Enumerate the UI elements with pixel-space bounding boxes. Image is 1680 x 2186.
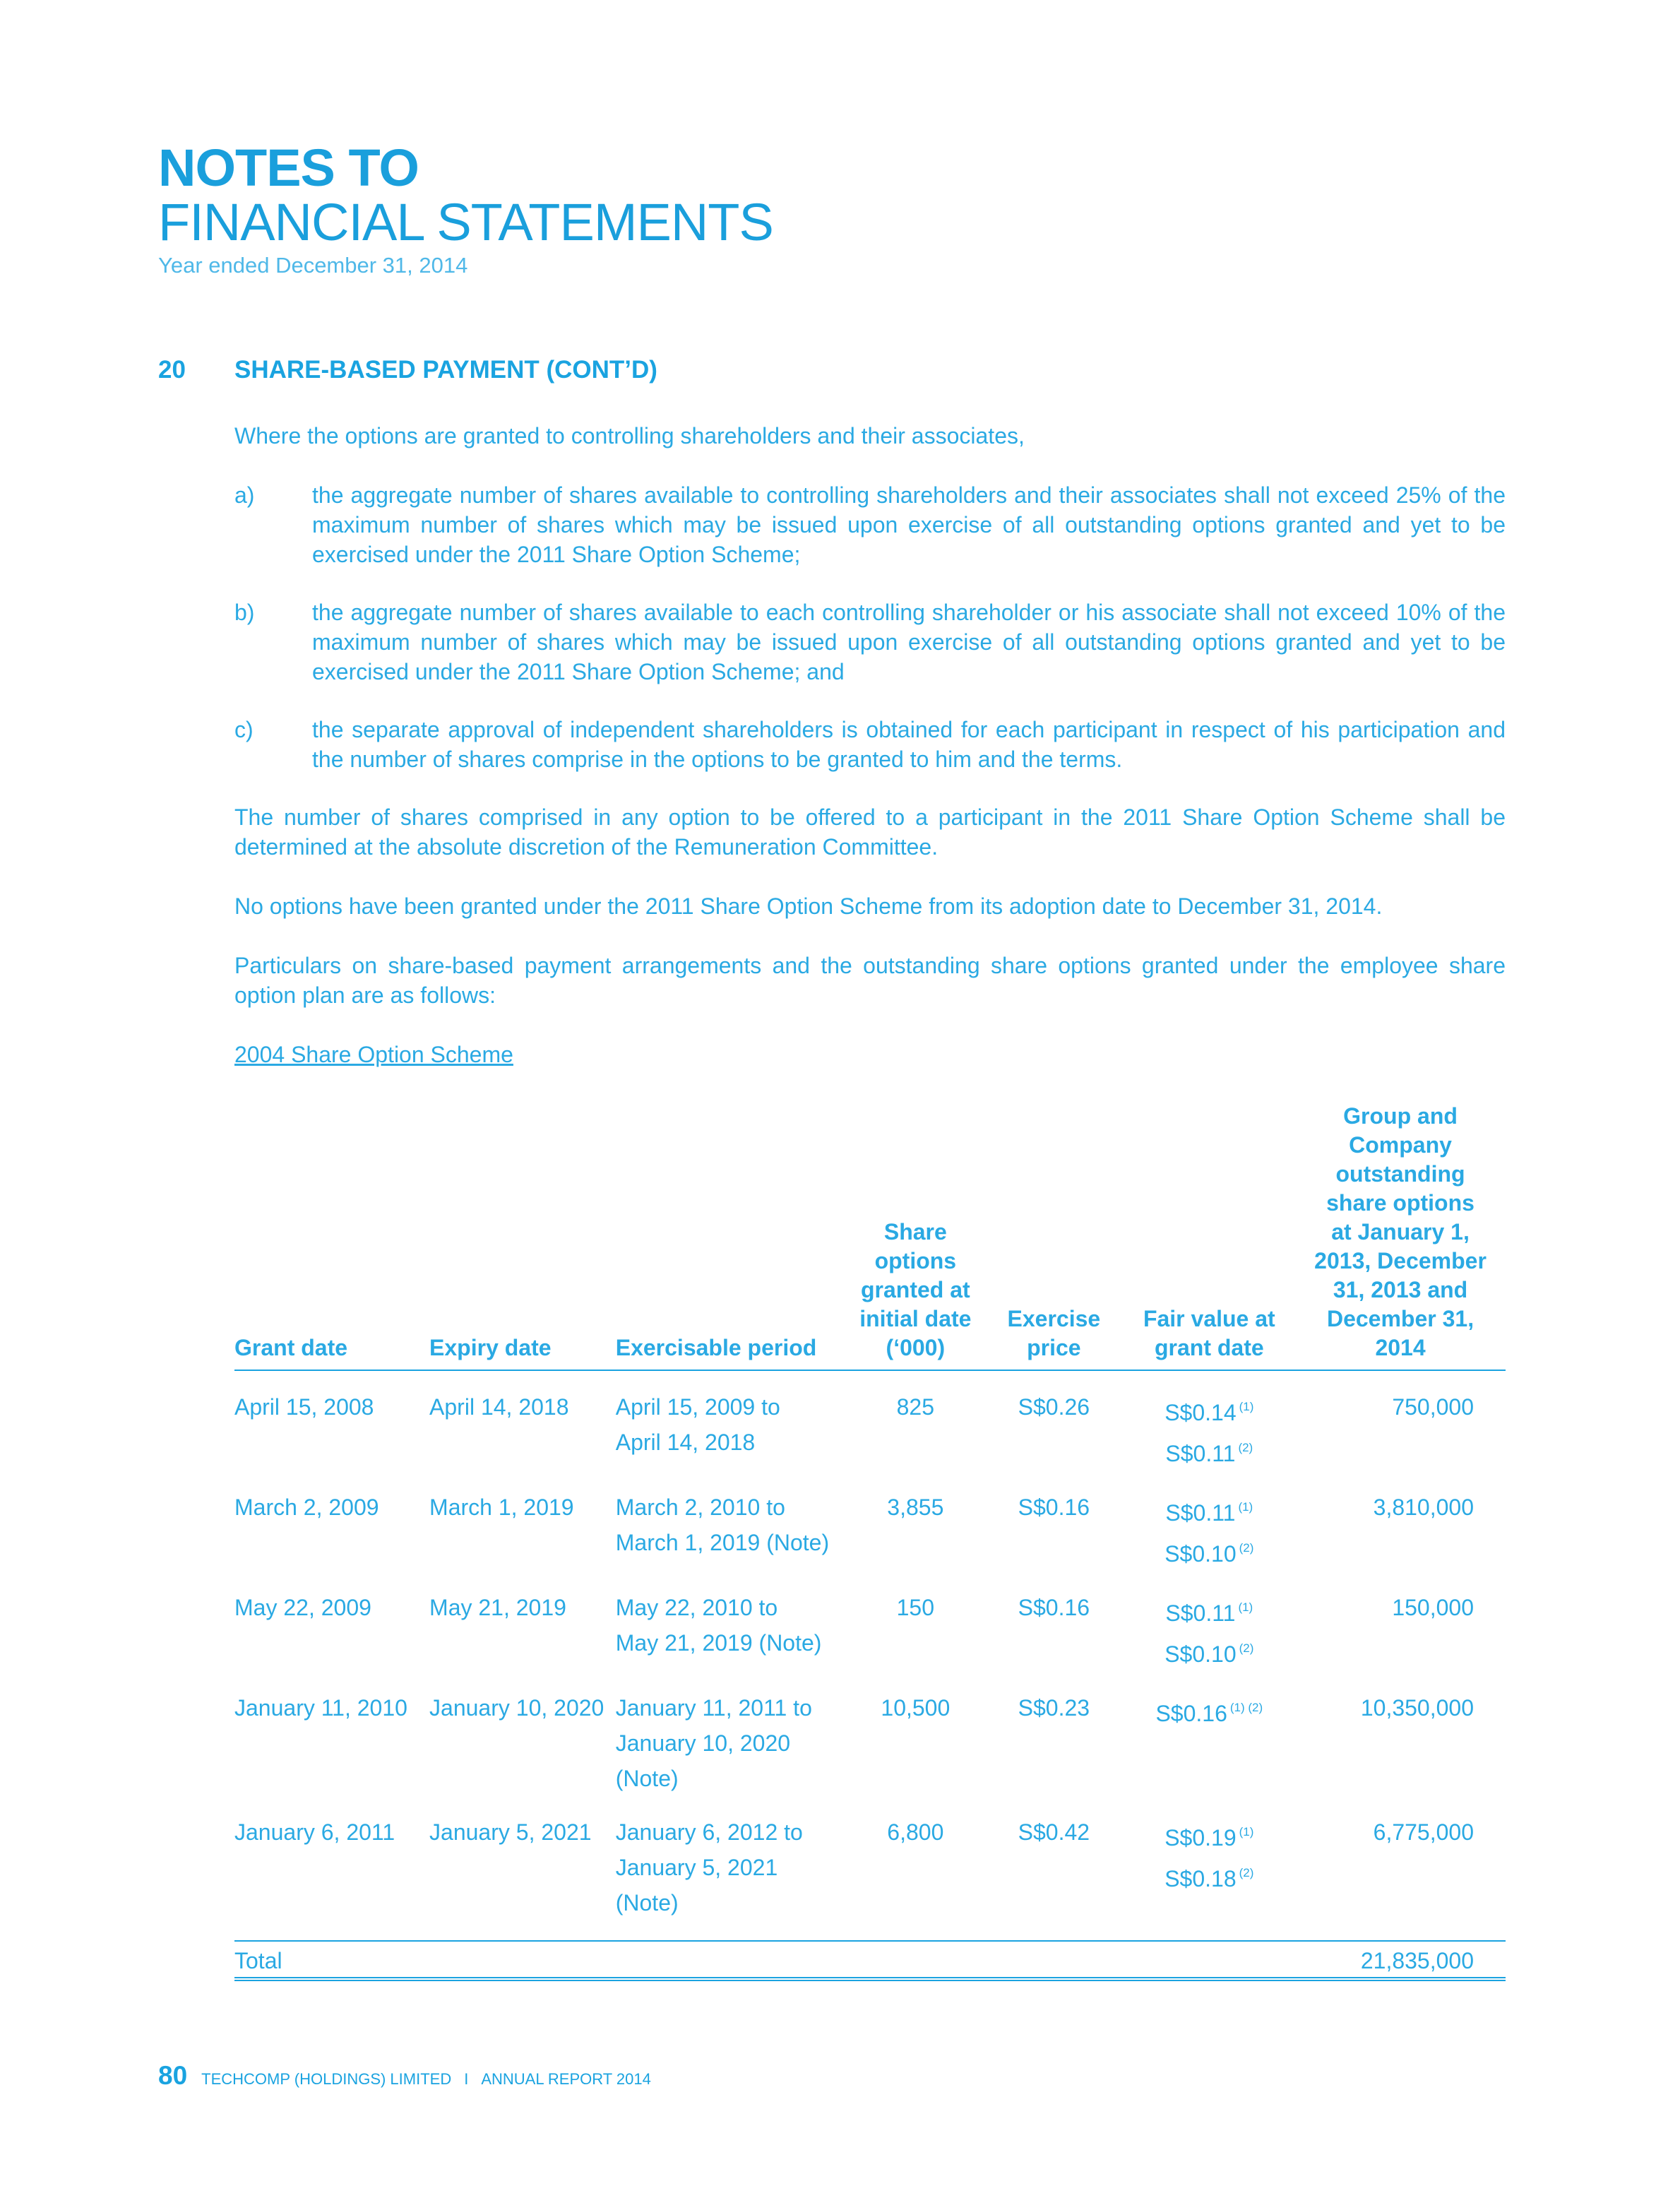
cell-period (616, 1796, 847, 1920)
fair-value: S$0.10 (1164, 1541, 1237, 1567)
list-marker: b) (234, 600, 255, 625)
cell-expiry-date: April 14, 2018 (429, 1394, 569, 1420)
header-line: December 31, (1326, 1306, 1475, 1331)
cell-outstanding: 6,775,000 (1373, 1819, 1474, 1845)
header-title: FINANCIAL STATEMENTS (158, 193, 773, 251)
col-grant-date: Grant date (234, 1102, 429, 1370)
cell-granted: 10,500 (881, 1695, 951, 1721)
list-marker: c) (234, 717, 254, 742)
header-line: share options (1326, 1190, 1475, 1216)
list-text: the aggregate number of shares available to each controlling shareholder or his associate shall not exceed 10% of the maximum number of shares which may be issued upon exercise of all outstanding options granted and yet to be exercised under the 2011 Share Option Scheme; and (312, 600, 1506, 684)
cell-fair-value (1124, 1672, 1296, 1796)
list-text: the aggregate number of shares available to controlling shareholders and their associates shall not exceed 25% of the maximum number of shares which may be issued upon exercise of all outstanding options granted and yet to be exercised under the 2011 Share Option Scheme; (312, 482, 1506, 567)
page-header (158, 138, 773, 280)
cell-granted: 6,800 (887, 1819, 944, 1845)
footnote-ref: (1) (1238, 1600, 1253, 1614)
cell-outstanding: 10,350,000 (1360, 1695, 1474, 1721)
cell-grant-date: May 22, 2009 (234, 1595, 371, 1620)
cell-expiry-date: March 1, 2019 (429, 1495, 574, 1520)
cell-grant-date: April 15, 2008 (234, 1394, 374, 1420)
cell-grant-date: March 2, 2009 (234, 1495, 379, 1520)
section-title: SHARE-BASED PAYMENT (CONT’D) (234, 356, 657, 384)
list-marker: a) (234, 482, 255, 508)
cell-outstanding: 150,000 (1392, 1595, 1474, 1620)
col-exercisable-period: Exercisable period (616, 1102, 847, 1370)
cell-expiry-date: January 10, 2020 (429, 1695, 604, 1721)
report-name: ANNUAL REPORT 2014 (481, 2070, 651, 2088)
cell-expiry-date: January 5, 2021 (429, 1819, 592, 1845)
header-line: Group and (1343, 1103, 1458, 1129)
header-line: Company (1349, 1132, 1452, 1158)
subheading-text: 2004 Share Option Scheme (234, 1042, 513, 1067)
period-line: January 10, 2020 (Note) (615, 1730, 791, 1791)
header-line: outstanding (1335, 1161, 1465, 1187)
fair-value: S$0.18 (1164, 1866, 1237, 1891)
cell-granted: 150 (896, 1595, 935, 1620)
subheading (234, 1040, 1506, 1069)
col-fair-value (1124, 1102, 1296, 1370)
total-label: Total (234, 1941, 429, 1979)
table-row (234, 1796, 1506, 1920)
fair-value: S$0.11 (1165, 1500, 1236, 1526)
header-title-bold: NOTES TO (158, 138, 419, 197)
cell-expiry-date: May 21, 2019 (429, 1595, 566, 1620)
intro-text: Where the options are granted to controlling shareholders and their associates, (234, 423, 1025, 449)
header-line: 2014 (1375, 1335, 1426, 1360)
header-line: Fair value at (1143, 1306, 1275, 1331)
total-value: 21,835,000 (1295, 1941, 1506, 1979)
cell-outstanding: 750,000 (1392, 1394, 1474, 1420)
header-line: initial date (859, 1306, 972, 1331)
period-line: April 15, 2009 to (615, 1394, 780, 1420)
list-item-c (234, 715, 1506, 774)
col-exercise-price (984, 1102, 1123, 1370)
cell-period (616, 1370, 847, 1471)
fair-value: S$0.14 (1164, 1400, 1237, 1425)
total-row (234, 1941, 1506, 1979)
period-line: January 6, 2012 to (615, 1819, 803, 1845)
fair-value: S$0.19 (1164, 1825, 1237, 1851)
footnote-ref: (1) (1238, 1500, 1253, 1514)
intro-paragraph (234, 421, 1506, 451)
footnote-ref: (1) (1239, 1825, 1254, 1839)
period-line: January 5, 2021 (Note) (615, 1855, 778, 1915)
cell-fair-value (1124, 1370, 1296, 1471)
footnote-ref: (1) (1239, 1400, 1254, 1413)
period-line: April 14, 2018 (615, 1430, 756, 1455)
paragraph-text: Particulars on share-based payment arrangements and the outstanding share options granted under the employee share option plan are as follows: (234, 953, 1506, 1008)
header-line: (‘000) (886, 1335, 946, 1360)
page-footer (158, 2061, 651, 2091)
period-line: March 2, 2010 to (615, 1495, 785, 1520)
table-row (234, 1471, 1506, 1572)
list-item-a (234, 480, 1506, 569)
paragraph-1 (234, 802, 1506, 862)
period-line: May 22, 2010 to (615, 1595, 778, 1620)
fair-value: S$0.11 (1165, 1441, 1236, 1466)
cell-price: S$0.16 (1018, 1595, 1090, 1620)
cell-period (616, 1572, 847, 1672)
period-line: March 1, 2019 (Note) (615, 1530, 830, 1555)
cell-price: S$0.42 (1018, 1819, 1090, 1845)
cell-grant-date: January 11, 2010 (234, 1695, 407, 1721)
col-expiry-date: Expiry date (429, 1102, 616, 1370)
cell-period (616, 1471, 847, 1572)
section-heading (158, 356, 1507, 384)
table-row (234, 1370, 1506, 1471)
fair-value: S$0.16 (1155, 1701, 1227, 1726)
fair-value: S$0.11 (1165, 1600, 1236, 1626)
company-name: TECHCOMP (HOLDINGS) LIMITED (201, 2070, 452, 2088)
header-line: 31, 2013 and (1333, 1277, 1468, 1302)
header-line: granted at (860, 1277, 970, 1302)
footnote-ref: (1) (2) (1229, 1701, 1263, 1714)
paragraph-text: No options have been granted under the 2011 Share Option Scheme from its adoption date to December 31, 2014. (234, 893, 1383, 919)
footnote-ref: (2) (1239, 1641, 1254, 1655)
cell-period (616, 1672, 847, 1796)
table-row (234, 1572, 1506, 1672)
paragraph-2 (234, 891, 1506, 921)
footnote-ref: (2) (1239, 1541, 1254, 1555)
footnote-ref: (2) (1239, 1866, 1254, 1879)
header-line: at January 1, (1331, 1219, 1470, 1245)
col-outstanding (1295, 1102, 1506, 1370)
header-line: price (1027, 1335, 1081, 1360)
cell-granted: 3,855 (887, 1495, 944, 1520)
header-line: Share options (874, 1219, 957, 1273)
list-item-b (234, 598, 1506, 687)
cell-fair-value (1124, 1572, 1296, 1672)
cell-price: S$0.26 (1018, 1394, 1090, 1420)
cell-granted: 825 (896, 1394, 935, 1420)
col-granted (847, 1102, 985, 1370)
fair-value: S$0.10 (1164, 1641, 1237, 1667)
list-text: the separate approval of independent shareholders is obtained for each participant in respect of his participation and the number of shares comprise in the options to be granted to him and the terms. (312, 717, 1506, 772)
header-line: grant date (1154, 1335, 1264, 1360)
header-period: Year ended December 31, 2014 (158, 253, 468, 278)
cell-price: S$0.23 (1018, 1695, 1090, 1721)
cell-grant-date: January 6, 2011 (234, 1819, 395, 1845)
share-options-table (234, 1102, 1506, 1981)
paragraph-3 (234, 951, 1506, 1010)
section-number: 20 (158, 356, 186, 384)
header-line: Exercise (1007, 1306, 1101, 1331)
cell-fair-value (1124, 1471, 1296, 1572)
header-line: 2013, December (1314, 1248, 1487, 1273)
cell-outstanding: 3,810,000 (1373, 1495, 1474, 1520)
paragraph-text: The number of shares comprised in any option to be offered to a participant in the 2011 Share Option Scheme shall be determined at the absolute discretion of the Remuneration Committee. (234, 804, 1506, 860)
footnote-ref: (2) (1238, 1441, 1253, 1454)
table-header-row (234, 1102, 1506, 1370)
page-number: 80 (158, 2061, 188, 2090)
cell-fair-value (1124, 1796, 1296, 1920)
period-line: January 11, 2011 to (615, 1695, 812, 1721)
footer-separator: I (464, 2070, 469, 2088)
cell-price: S$0.16 (1018, 1495, 1090, 1520)
period-line: May 21, 2019 (Note) (615, 1630, 822, 1656)
table-row (234, 1672, 1506, 1796)
